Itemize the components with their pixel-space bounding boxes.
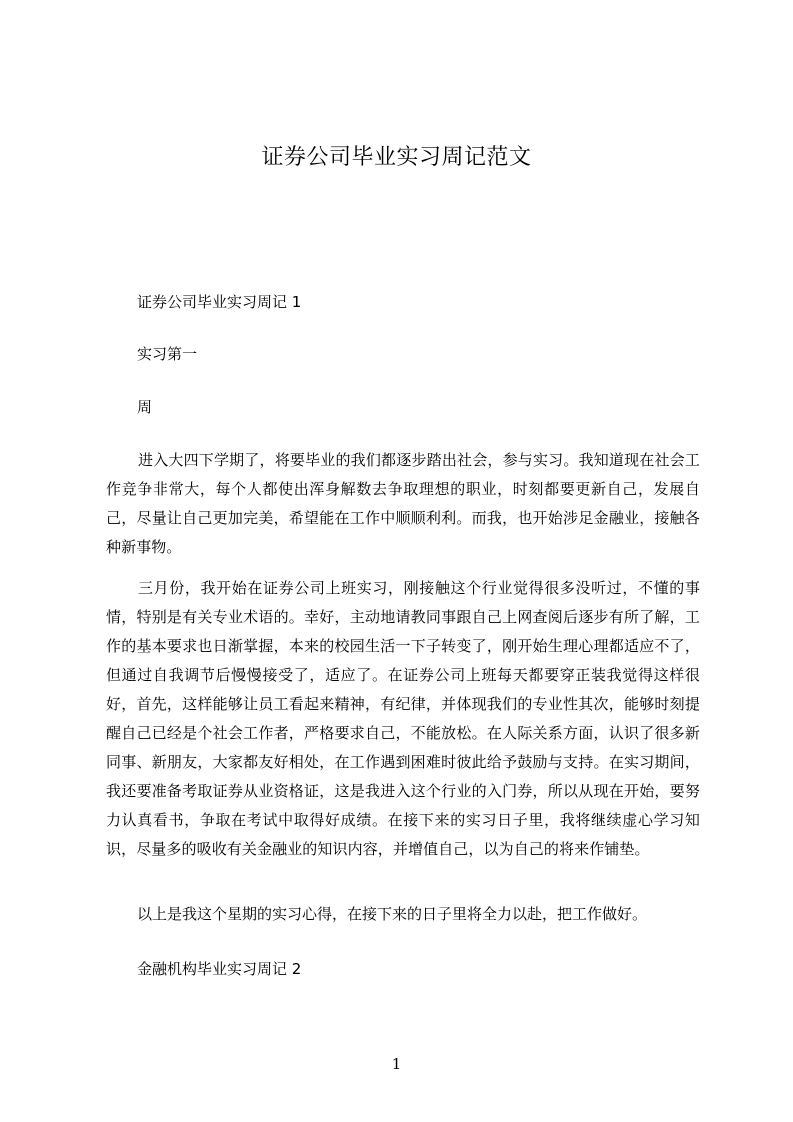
section-heading-2: 金融机构毕业实习周记 2: [137, 960, 302, 978]
week-label-line-2: 周: [137, 398, 153, 416]
paragraph-march: 三月份，我开始在证券公司上班实习，刚接触这个行业觉得很多没听过，不懂的事情，特别是有关专业术语的。幸好，主动地请教同事跟自己上网查阅后逐步有所了解，工作的基本要求也日渐掌握，本来的校园生活一下子转变了，刚开始生理心理都适应不了，但通过自我调节后慢慢接受了，适应了。在证券公司上班每天都要穿正装我觉得这样很好，首先，这样能够让员工看起来精神，有纪律，并体现我们的专业性其次，能够时刻提醒自己已经是个社会工作者，严格要求自己，不能放松。在人际关系方面，认识了很多新同事、新朋友，大家都友好相处，在工作遇到困难时彼此给予鼓励与支持。在实习期间，我还要准备考取证券从业资格证，这是我进入这个行业的入门券，所以从现在开始，要努力认真看书，争取在考试中取得好成绩。在接下来的实习日子里，我将继续虚心学习知识，尽量多的吸收有关金融业的知识内容，并增值自己，以为自己的将来作铺垫。: [106, 579, 700, 858]
page-number: 1: [391, 1055, 402, 1073]
section-heading-1: 证券公司毕业实习周记 1: [137, 293, 302, 311]
week-label-line-1: 实习第一: [137, 345, 198, 363]
document-title: 证券公司毕业实习周记范文: [261, 145, 532, 170]
paragraph-intro: 进入大四下学期了，将要毕业的我们都逐步踏出社会，参与实习。我知道现在社会工作竞争非常大，每个人都使出浑身解数去争取理想的职业，时刻都要更新自己，发展自己，尽量让自己更加完美，希望能在工作中顺顺利利。而我，也开始涉足金融业，接触各种新事物。: [106, 451, 700, 556]
paragraph-summary: 以上是我这个星期的实习心得，在接下来的日子里将全力以赴，把工作做好。: [137, 905, 648, 923]
